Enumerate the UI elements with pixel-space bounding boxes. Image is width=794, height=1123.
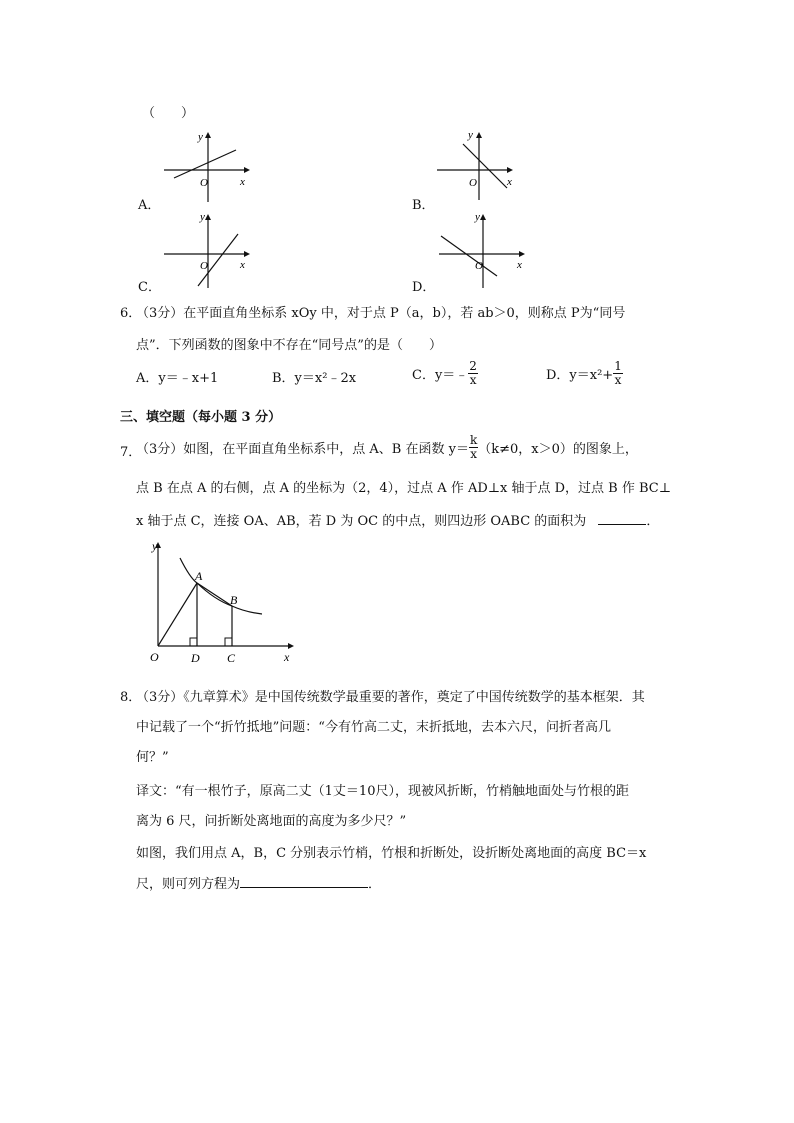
q7-label-b: B: [230, 593, 238, 607]
fraction-denominator: x: [470, 447, 477, 461]
q8-line6: 如图，我们用点 A，B，C 分别表示竹梢，竹根和折断处，设折断处离地面的高度 BC＝x: [136, 846, 647, 861]
graph-b-x-label: x: [507, 176, 512, 188]
q7-label-a: A: [195, 569, 203, 583]
q8-line7: [136, 873, 381, 892]
q8-line7-text: 尺，则可列方程为: [136, 877, 241, 892]
graph-a-y-arrow: [205, 132, 211, 138]
q7-hyperbola-curve: [180, 558, 262, 614]
q7-number: 7．: [120, 445, 142, 460]
graph-c-y-arrow: [205, 214, 211, 220]
q6-line2: 点”．下列函数的图象中不存在“同号点”的是（ ）: [136, 338, 442, 353]
q6-option-c: [412, 360, 478, 387]
q8-answer-blank[interactable]: [240, 887, 368, 888]
fraction-numerator: 2: [469, 359, 477, 373]
q5-graph-b: [435, 130, 535, 205]
q8-line7-end: ．: [368, 877, 382, 892]
section-3-title: 三、填空题（每小题 3 分）: [120, 410, 282, 425]
q8-line4: 译文：“有一根竹子，原高二丈（1丈＝10尺），现被风折断，竹梢触地面处与竹根的距: [136, 784, 629, 799]
q7-line3-end: ．: [646, 514, 660, 529]
graph-b-origin-label: O: [469, 177, 477, 189]
q5-option-b-label: B．: [412, 198, 435, 213]
fraction-numerator: k: [469, 433, 478, 447]
graph-c-x-arrow: [244, 251, 250, 257]
q6-line1: （3分）在平面直角坐标系 xOy 中，对于点 P（a，b），若 ab＞0，则称点 P为“同号: [136, 306, 626, 321]
q5-option-c-label: C．: [138, 280, 161, 295]
q7-label-o: O: [150, 650, 159, 664]
graph-c-y-label: y: [200, 211, 205, 223]
q7-line3-text: x 轴于点 C，连接 OA、AB，若 D 为 OC 的中点，则四边形 OABC 的面积为: [136, 514, 587, 529]
q8-line1: （3分）《九章算术》是中国传统数学最重要的著作，奠定了中国传统数学的基本框架．其: [136, 690, 645, 705]
q7-segment-oa: [158, 583, 197, 646]
q7-label-y: y: [152, 539, 158, 553]
graph-a-origin-label: O: [200, 177, 208, 189]
q8-line3: 何？”: [136, 750, 169, 765]
q5-answer-paren: （ ）: [142, 106, 195, 121]
graph-c-x-label: x: [240, 259, 245, 271]
graph-d-x-label: x: [517, 259, 522, 271]
fraction-denominator: x: [469, 373, 477, 387]
q6-option-d: [546, 360, 623, 387]
q7-x-arrow: [288, 643, 294, 649]
q7-answer-blank[interactable]: [598, 524, 646, 525]
graph-b-y-label: y: [468, 129, 473, 141]
graph-d-line: [441, 236, 497, 276]
q5-graph-d: [435, 212, 535, 292]
q5-graph-a: [160, 130, 260, 205]
graph-d-origin-label: O: [475, 260, 483, 272]
graph-c-origin-label: O: [200, 260, 208, 272]
q7-figure: [140, 538, 300, 668]
q6-option-b: B．y＝x²﹣2x: [272, 371, 357, 386]
q6-option-a: A．y＝﹣x+1: [136, 371, 219, 386]
graph-d-y-label: y: [475, 211, 480, 223]
q7-line1-pre: （3分）如图，在平面直角坐标系中，点 A、B 在函数 y＝: [136, 442, 469, 457]
q5-option-a-label: A．: [138, 198, 161, 213]
q7-segment-ab: [197, 583, 232, 606]
q7-label-d: D: [191, 651, 200, 665]
graph-a-line: [174, 150, 236, 178]
q5-graph-c: [160, 212, 260, 292]
q6-option-d-prefix: D．y＝x²+: [546, 368, 614, 383]
q6-number: 6．: [120, 306, 142, 321]
q8-number: 8．: [120, 690, 142, 705]
graph-a-x-label: x: [240, 176, 245, 188]
q6-option-c-fraction: [468, 360, 478, 387]
fraction-numerator: 1: [614, 359, 622, 373]
graph-a-x-arrow: [244, 167, 250, 173]
q8-line5: 离为 6 尺，问折断处离地面的高度为多少尺？”: [136, 814, 407, 829]
fraction-denominator: x: [614, 373, 622, 387]
graph-a-y-label: y: [198, 131, 203, 143]
q7-line1: [136, 434, 638, 461]
q6-option-c-prefix: C．y＝﹣: [412, 368, 469, 383]
q7-line3: [136, 510, 659, 529]
graph-b-x-arrow: [507, 167, 513, 173]
q7-function-fraction: [469, 434, 478, 461]
q7-line1-post: （k≠0，x＞0）的图象上，: [478, 442, 638, 457]
q7-label-x: x: [284, 650, 290, 664]
q7-right-angle-c: [225, 638, 232, 646]
q7-label-c: C: [227, 651, 236, 665]
q6-option-d-fraction: [613, 360, 623, 387]
graph-d-y-arrow: [480, 214, 486, 220]
graph-d-x-arrow: [519, 251, 525, 257]
q8-line2: 中记载了一个“折竹抵地”问题：“今有竹高二丈，末折抵地，去本六尺，问折者高几: [136, 720, 611, 735]
q7-right-angle-d: [190, 638, 197, 646]
q5-option-d-label: D．: [412, 280, 436, 295]
graph-b-y-arrow: [476, 132, 482, 138]
q7-line2: 点 B 在点 A 的右侧，点 A 的坐标为（2，4），过点 A 作 AD⊥x 轴于点 D，过点 B 作 BC⊥: [136, 481, 671, 496]
